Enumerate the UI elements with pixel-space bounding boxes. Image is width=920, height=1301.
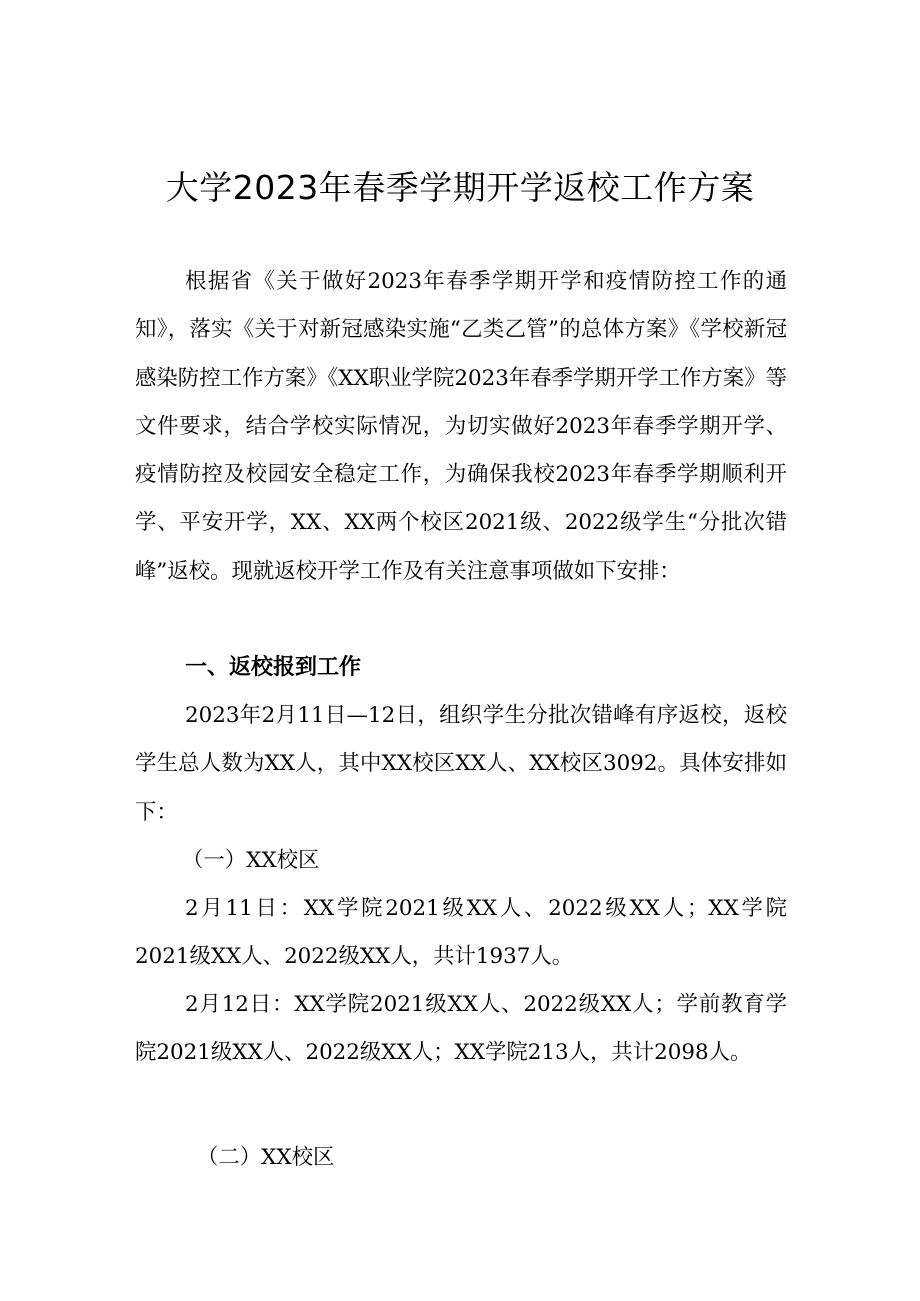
- schedule-paragraph-feb-12: 2月12日：XX学院2021级XX人、2022级XX人；学前教育学院2021级XX人、2022级XX人；XX学院213人，共计2098人。: [135, 992, 787, 1066]
- section-1-paragraph: 2023年2月11日—12日，组织学生分批次错峰有序返校，返校学生总人数为XX人，其中XX校区XX人、XX校区3092。具体安排如下：: [135, 703, 787, 825]
- schedule-paragraph-feb-11: 2月11日：XX学院2021级XX人、2022级XX人；XX学院2021级XX人、2022级XX人，共计1937人。: [135, 896, 787, 970]
- section-heading-return-registration: 一、返校报到工作: [185, 655, 362, 680]
- document-title: 大学2023年春季学期开学返校工作方案: [165, 168, 755, 207]
- subsection-heading-campus-2: （二）XX校区: [197, 1145, 335, 1170]
- subsection-heading-campus-1: （一）XX校区: [182, 848, 320, 873]
- intro-paragraph: 根据省《关于做好2023年春季学期开学和疫情防控工作的通知》，落实《关于对新冠感染实施“乙类乙管”的总体方案》《学校新冠感染防控工作方案》《XX职业学院2023年春季学期开学工作方案》等文件要求，结合学校实际情况，为切实做好2023年春季学期开学、疫情防控及校园安全稳定工作，为确保我校2023年春季学期顺利开学、平安开学，XX、XX两个校区2021级、2022级学生“分批次错峰”返校。现就返校开学工作及有关注意事项做如下安排：: [135, 269, 787, 584]
